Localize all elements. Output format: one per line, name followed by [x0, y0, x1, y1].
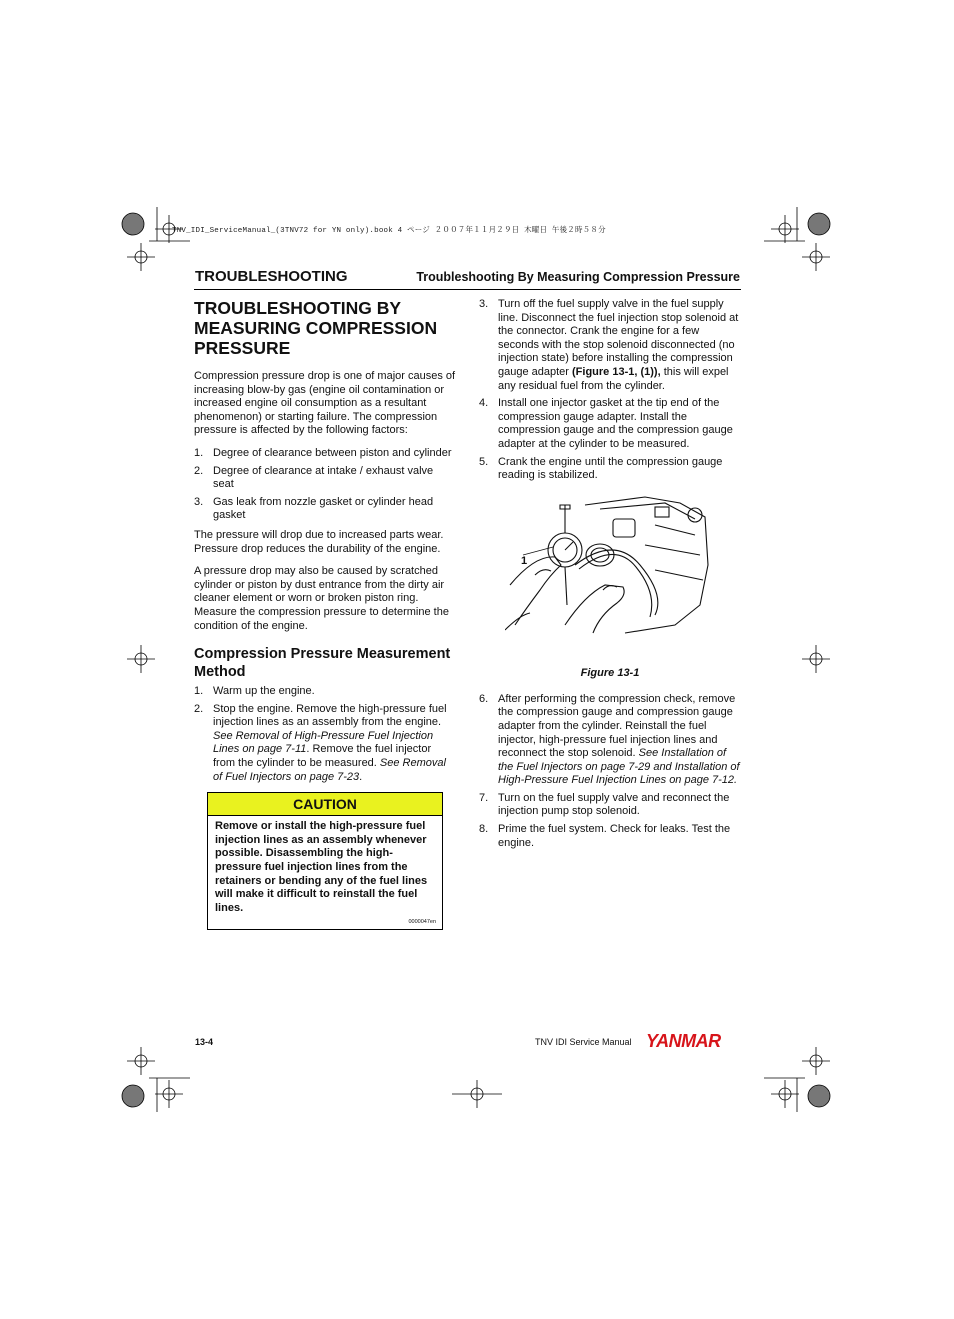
step-8: 8. Prime the fuel system. Check for leaks. Test the engine.	[479, 823, 731, 849]
caution-text: Remove or install the high-pressure fuel injection lines as an assembly whenever possible. Disassembling the high-pressure fuel injection lines from the retainers or bending any of the fuel lines will make it difficult to reinstall the fuel lines.	[215, 820, 428, 914]
factor-list	[194, 447, 456, 523]
step-1: 1. Warm up the engine.	[194, 685, 315, 698]
section-header: TROUBLESHOOTING	[195, 268, 348, 285]
list-item: 1. Degree of clearance between piston and cylinder	[194, 446, 452, 459]
intro-paragraph: Compression pressure drop is one of major causes of increasing blow-by gas (engine oil contamination or increased engine oil consumption as a resultant phenomenon) or starting failure. The compression pressure is affected by the following factors:	[194, 370, 456, 437]
figure-13-1	[479, 495, 741, 663]
method-steps-right-2	[479, 693, 741, 851]
caution-title: CAUTION	[208, 793, 442, 816]
figure-caption: Figure 13-1	[580, 666, 640, 679]
step-2: 2. Stop the engine. Remove the high-pressure fuel injection lines as an assembly from the engine. See Removal of High-Pressure Fuel Injection Lines on page 7-11. Remove the fuel injector from the cylinder to be measured. See Removal of Fuel Injectors on page 7-23.	[194, 702, 447, 783]
step-5: 5. Crank the engine until the compression gauge reading is stabilized.	[479, 455, 723, 482]
step-4: 4. Install one injector gasket at the tip end of the compression gauge adapter. Install the compression gauge and the compression gauge adapter at the cylinder to be measured.	[479, 397, 733, 450]
topic-header: Troubleshooting By Measuring Compression Pressure	[416, 270, 740, 284]
page-title: TROUBLESHOOTING BY MEASURING COMPRESSION PRESSURE	[194, 298, 438, 358]
cross-reference-link[interactable]: See Removal of High-Pressure Fuel Injection Lines on page 7-11	[213, 729, 434, 756]
step-6: 6. After performing the compression check, remove the compression gauge and compression gauge adapter from the cylinder. Reinstall the fuel injector, high-pressure fuel injection lines and reconnect the stop solenoid. See Installation of the Fuel Injectors on page 7-29 and Installation of High-Pressure Fuel Injection Lines on page 7-12.	[479, 692, 740, 787]
list-item: 3. Gas leak from nozzle gasket or cylinder head gasket	[194, 495, 434, 522]
figure-reference[interactable]: (Figure 13-1, (1)),	[572, 365, 661, 378]
method-steps-left	[194, 685, 456, 784]
compression-gauge-illustration	[505, 495, 710, 635]
book-file-line: TNV_IDI_ServiceManual_(3TNV72 for YN only).book 4 ページ ２００７年１１月２９日 木曜日 午後２時５８分	[172, 227, 606, 235]
right-column	[479, 298, 741, 856]
pressure-drop-paragraph: A pressure drop may also be caused by scratched cylinder or piston by dust entrance from the dirty air cleaner element or worn or broken piston ring. Measure the compression pressure to determine the condition of the engine.	[194, 565, 449, 632]
yanmar-logo	[646, 1031, 742, 1051]
cross-reference-link[interactable]: See Removal of Fuel Injectors on page 7-23	[213, 757, 446, 783]
svg-text:YANMAR: YANMAR	[646, 1031, 721, 1051]
method-subtitle: Compression Pressure Measurement Method	[194, 646, 451, 681]
cross-reference-link[interactable]: See Installation of the Fuel Injectors on page 7-29 and Installation of High-Pressure Fuel Injection Lines on page 7-12.	[498, 747, 740, 787]
caution-code: 0000047en	[408, 919, 436, 926]
caution-box	[207, 792, 443, 930]
page-number: 13-4	[195, 1037, 214, 1047]
left-column	[194, 298, 456, 930]
manual-name: TNV IDI Service Manual	[535, 1037, 632, 1047]
header-rule	[194, 289, 741, 290]
step-7: 7. Turn on the fuel supply valve and reconnect the injection pump stop solenoid.	[479, 791, 730, 818]
wear-paragraph: The pressure will drop due to increased parts wear. Pressure drop reduces the durability of the engine.	[194, 528, 444, 555]
step-3: 3. Turn off the fuel supply valve in the fuel supply line. Disconnect the fuel injection stop solenoid at the connector. Crank the engine for a few seconds with the stop solenoid disconnected (no injection state) before installing the compression gauge adapter (Figure 13-1, (1)), this will expel any residual fuel from the cylinder.	[479, 298, 739, 392]
figure-callout: 1	[521, 554, 528, 567]
list-item: 2. Degree of clearance at intake / exhaust valve seat	[194, 464, 434, 491]
method-steps-right	[479, 298, 741, 483]
